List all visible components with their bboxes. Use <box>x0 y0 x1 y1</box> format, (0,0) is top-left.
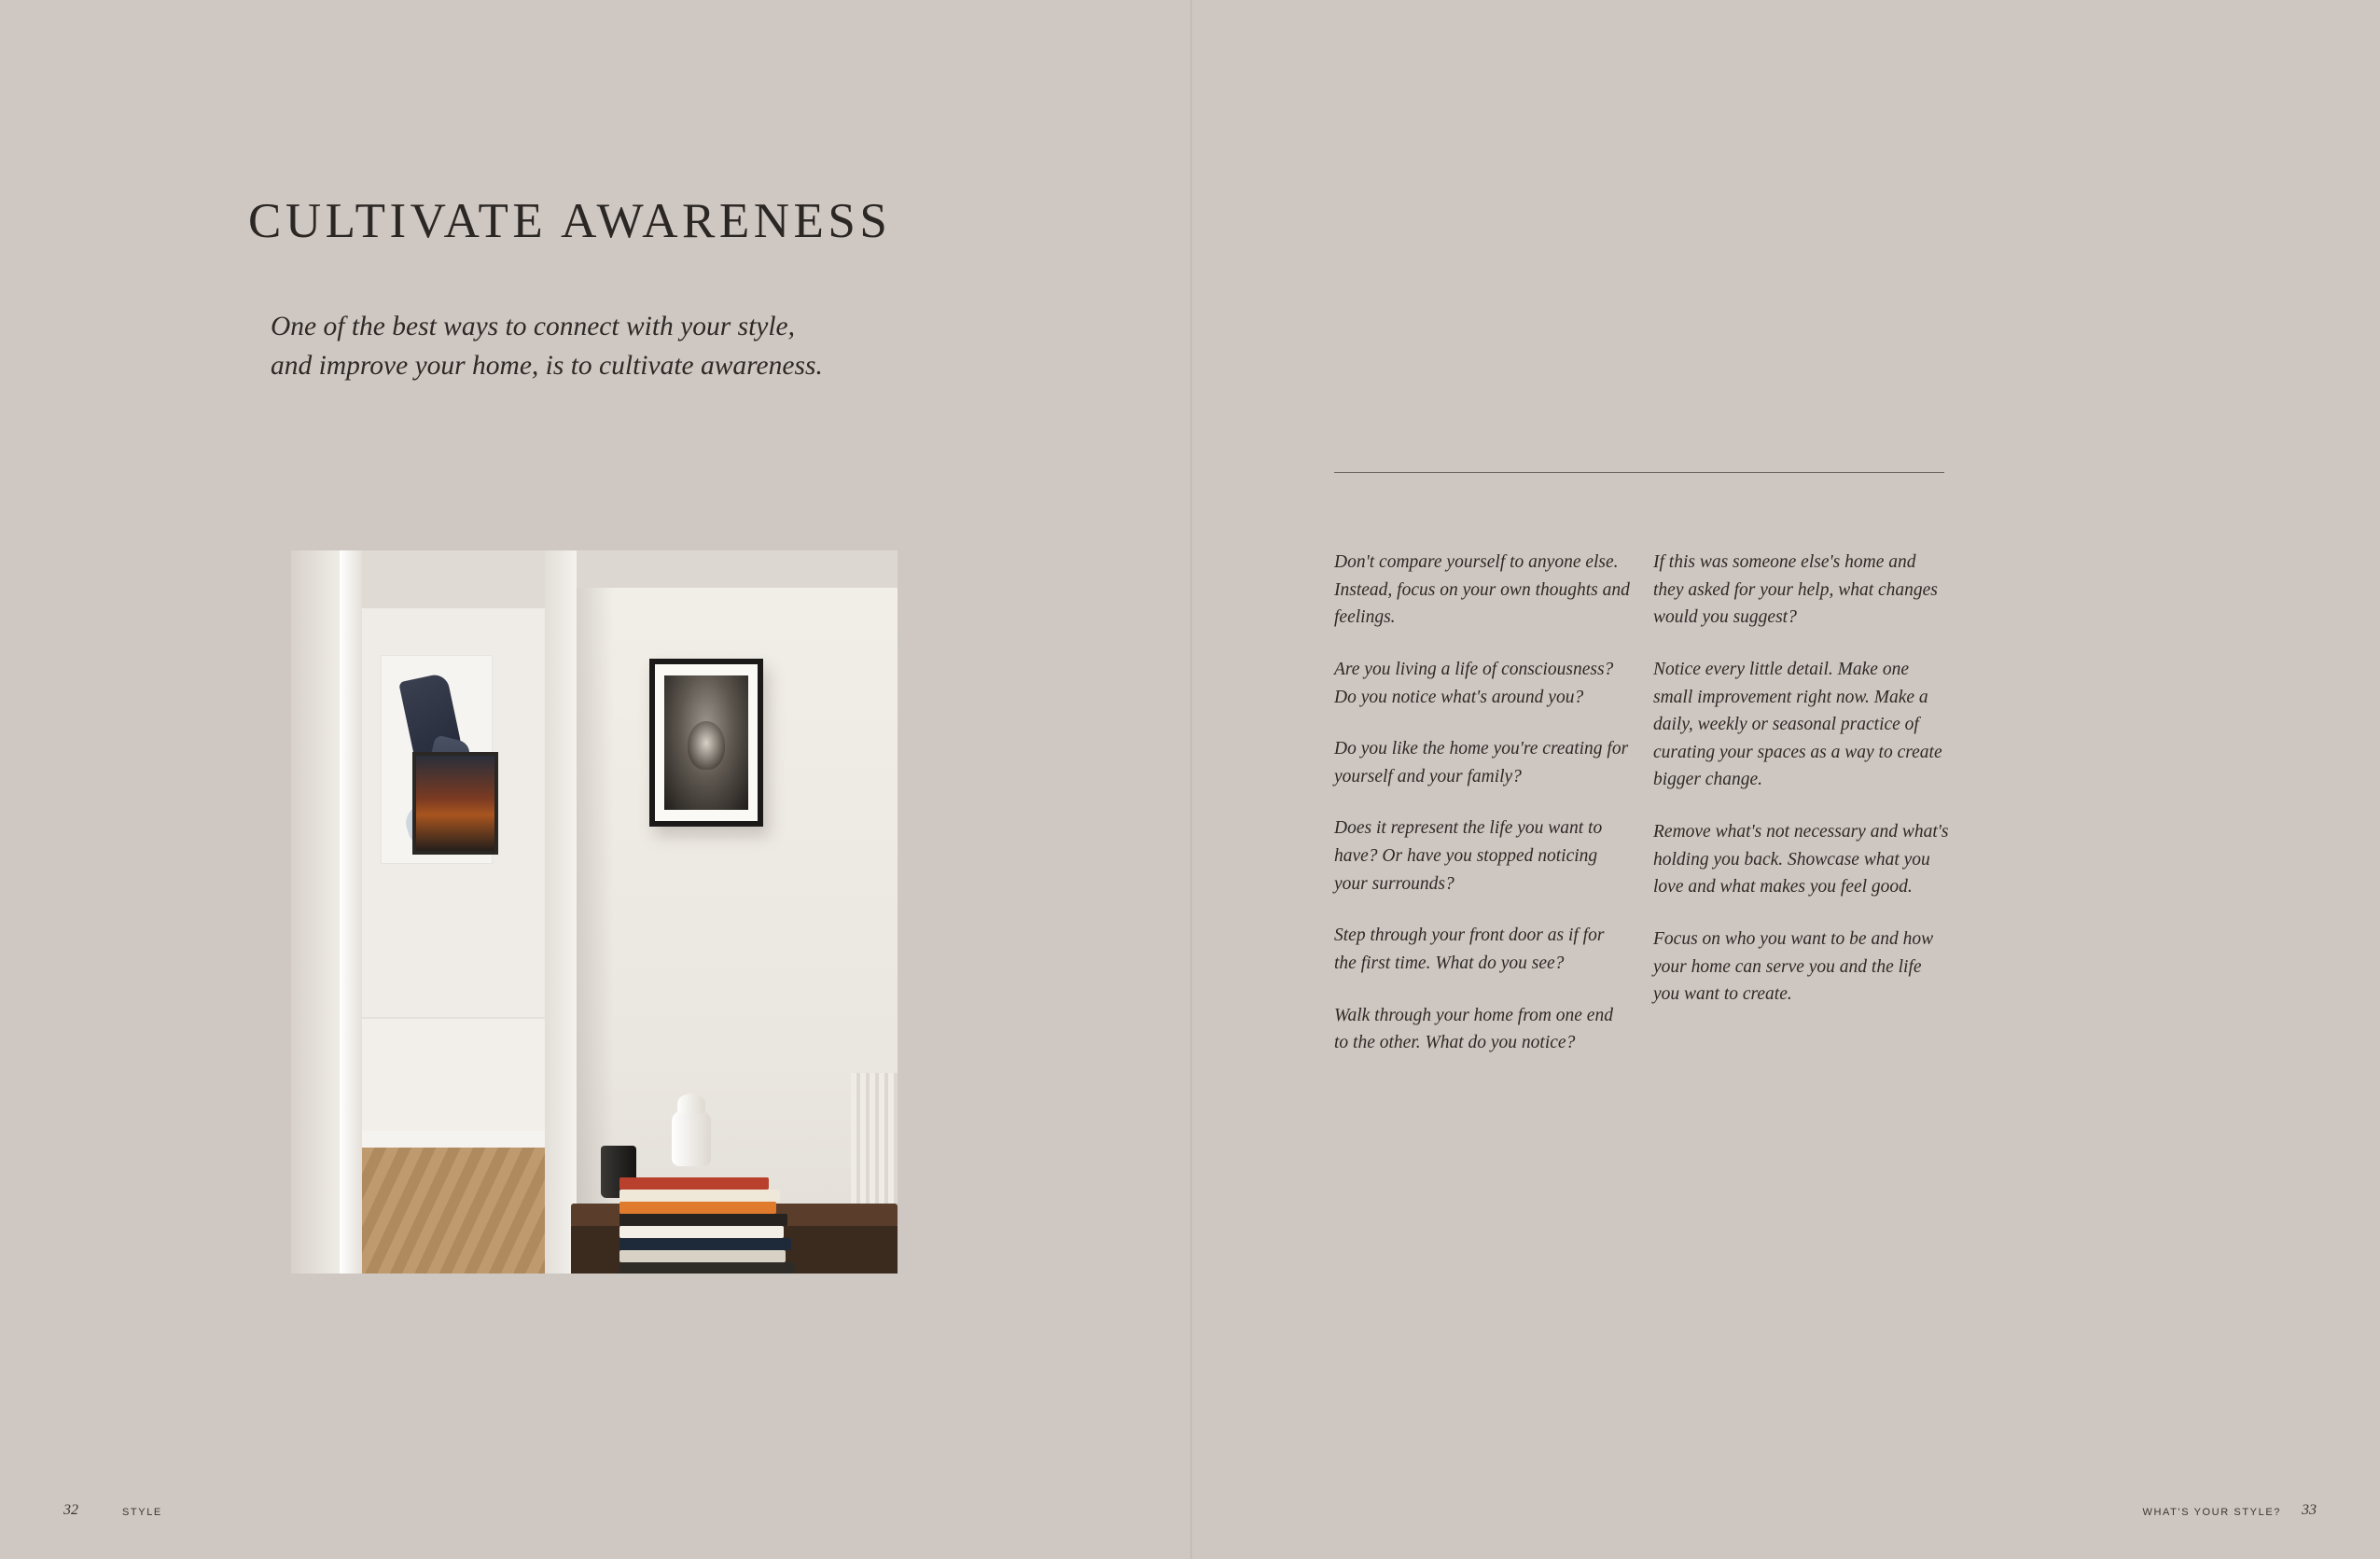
folio-left: 32 <box>63 1502 78 1518</box>
prompt-item: Notice every little detail. Make one small improvement right now. Make a daily, weekly or seasonal practice of curating your spaces as a way to create bigger change. <box>1653 659 1942 790</box>
portrait-face <box>688 721 725 770</box>
book-stack-item <box>619 1202 776 1214</box>
baseboard <box>362 1131 545 1149</box>
herringbone-floor <box>362 1148 545 1274</box>
framed-portrait-image <box>664 675 748 810</box>
photo-canvas <box>291 550 898 1274</box>
artwork-small-framed <box>412 752 498 855</box>
wainscot-panel <box>362 1017 545 1134</box>
wall-left <box>291 550 340 1274</box>
page-title: CULTIVATE AWARENESS <box>248 194 892 248</box>
door-frame <box>340 550 362 1274</box>
prompt-item: Don't compare yourself to anyone else. Instead, focus on your own thoughts and feelings. <box>1334 552 1630 628</box>
framed-portrait <box>649 659 763 827</box>
prompt-item: Does it represent the life you want to have? Or have you stopped noticing your surrounds? <box>1334 818 1603 894</box>
prompt-item: Step through your front door as if for the first time. What do you see? <box>1334 926 1605 973</box>
prompt-item: Walk through your home from one end to the other. What do you notice? <box>1334 1005 1613 1053</box>
ceiling-right <box>577 550 898 588</box>
ceramic-vase <box>672 1110 711 1166</box>
book-stack-item <box>619 1262 795 1274</box>
running-head-left: STYLE <box>122 1507 162 1518</box>
prompt-column-2 <box>1653 549 1950 1081</box>
book-stack-item <box>619 1250 786 1262</box>
prompt-column-1 <box>1334 549 1631 1081</box>
prompt-item: If this was someone else's home and they asked for your help, what changes would you suggest? <box>1653 552 1938 628</box>
artwork-small-image <box>416 756 494 851</box>
book-stack-item <box>619 1190 780 1202</box>
book-stack-item <box>619 1226 784 1238</box>
book-stack-item <box>619 1214 787 1226</box>
book-stack-item <box>619 1177 769 1190</box>
interior-hallway-photo <box>291 550 898 1274</box>
spread-gutter <box>1190 0 1192 1559</box>
subtitle-line-2: and improve your home, is to cultivate awareness. <box>271 350 823 381</box>
inner-room-ceiling <box>362 550 545 608</box>
prompt-columns <box>1334 549 1950 1081</box>
prompt-item: Are you living a life of consciousness? Do you notice what's around you? <box>1334 659 1614 707</box>
prompt-item: Focus on who you want to be and how your home can serve you and the life you want to create. <box>1653 928 1934 1005</box>
book-stack-item <box>619 1238 791 1250</box>
folio-right: 33 <box>2302 1502 2317 1518</box>
section-divider-rule <box>1334 472 1944 473</box>
prompt-item: Do you like the home you're creating for yourself and your family? <box>1334 739 1629 786</box>
page-subtitle <box>271 308 980 386</box>
wall-column <box>545 550 577 1274</box>
radiator <box>851 1073 898 1213</box>
prompt-item: Remove what's not necessary and what's holding you back. Showcase what you love and what makes you feel good. <box>1653 822 1949 898</box>
subtitle-line-1: One of the best ways to connect with your style, <box>271 312 796 341</box>
running-head-right: WHAT'S YOUR STYLE? <box>2142 1507 2281 1518</box>
ceramic-vase-lid <box>677 1093 705 1114</box>
